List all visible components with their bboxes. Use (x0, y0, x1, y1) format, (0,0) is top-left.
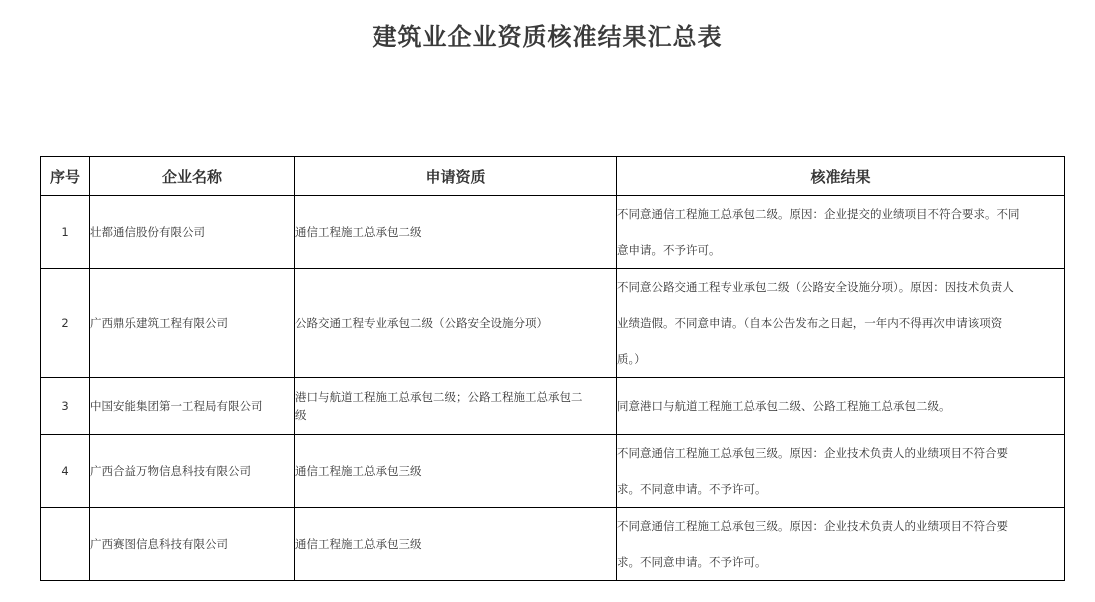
table-row (41, 378, 1065, 435)
row-serial-no: 3 (41, 378, 90, 435)
header-approval-result: 核准结果 (617, 157, 1065, 196)
row-serial-no: 2 (41, 269, 90, 378)
document-title: 建筑业企业资质核准结果汇总表 (372, 23, 723, 51)
row-serial-no (41, 508, 90, 581)
row-qualification (295, 378, 617, 435)
table-row (41, 269, 1065, 378)
row-result-line: 不同意公路交通工程专业承包二级（公路安全设施分项）。原因：因技术负责人 (617, 280, 1014, 294)
row-company-name: 中国安能集团第一工程局有限公司 (90, 378, 295, 435)
header-applied-qualification: 申请资质 (295, 157, 617, 196)
table-row (41, 508, 1065, 581)
row-qualification: 通信工程施工总承包三级 (295, 435, 617, 508)
row-serial-no: 4 (41, 435, 90, 508)
header-serial-no: 序号 (41, 157, 90, 196)
row-result (617, 196, 1065, 269)
approval-results-table (40, 156, 1065, 581)
row-result-line: 求。不同意申请。不予许可。 (617, 555, 767, 569)
row-result-line: 不同意通信工程施工总承包三级。原因：企业技术负责人的业绩项目不符合要 (617, 446, 1008, 460)
row-result-line: 同意港口与航道工程施工总承包二级、公路工程施工总承包二级。 (617, 399, 951, 413)
row-qualification: 公路交通工程专业承包二级（公路安全设施分项） (295, 269, 617, 378)
row-company-name: 广西合益万物信息科技有限公司 (90, 435, 295, 508)
row-result (617, 269, 1065, 378)
table-row (41, 435, 1065, 508)
header-company-name: 企业名称 (90, 157, 295, 196)
row-result (617, 378, 1065, 435)
row-result-line: 不同意通信工程施工总承包二级。原因：企业提交的业绩项目不符合要求。不同 (617, 207, 1020, 221)
row-result (617, 435, 1065, 508)
row-qualification-line: 级 (295, 408, 307, 422)
table-row (41, 196, 1065, 269)
row-qualification: 通信工程施工总承包二级 (295, 196, 617, 269)
row-result (617, 508, 1065, 581)
row-result-line: 业绩造假。不同意申请。（自本公告发布之日起，一年内不得再次申请该项资 (617, 316, 1003, 330)
table-header-row (41, 157, 1065, 196)
row-serial-no: 1 (41, 196, 90, 269)
row-result-line: 不同意通信工程施工总承包三级。原因：企业技术负责人的业绩项目不符合要 (617, 519, 1008, 533)
row-result-line: 意申请。不予许可。 (617, 243, 721, 257)
row-result-line: 质。） (617, 352, 646, 366)
row-company-name: 广西赛图信息科技有限公司 (90, 508, 295, 581)
row-result-line: 求。不同意申请。不予许可。 (617, 482, 767, 496)
row-company-name: 壮都通信股份有限公司 (90, 196, 295, 269)
row-qualification-line: 港口与航道工程施工总承包二级；公路工程施工总承包二 (295, 390, 583, 404)
row-company-name: 广西鼎乐建筑工程有限公司 (90, 269, 295, 378)
row-qualification: 通信工程施工总承包三级 (295, 508, 617, 581)
